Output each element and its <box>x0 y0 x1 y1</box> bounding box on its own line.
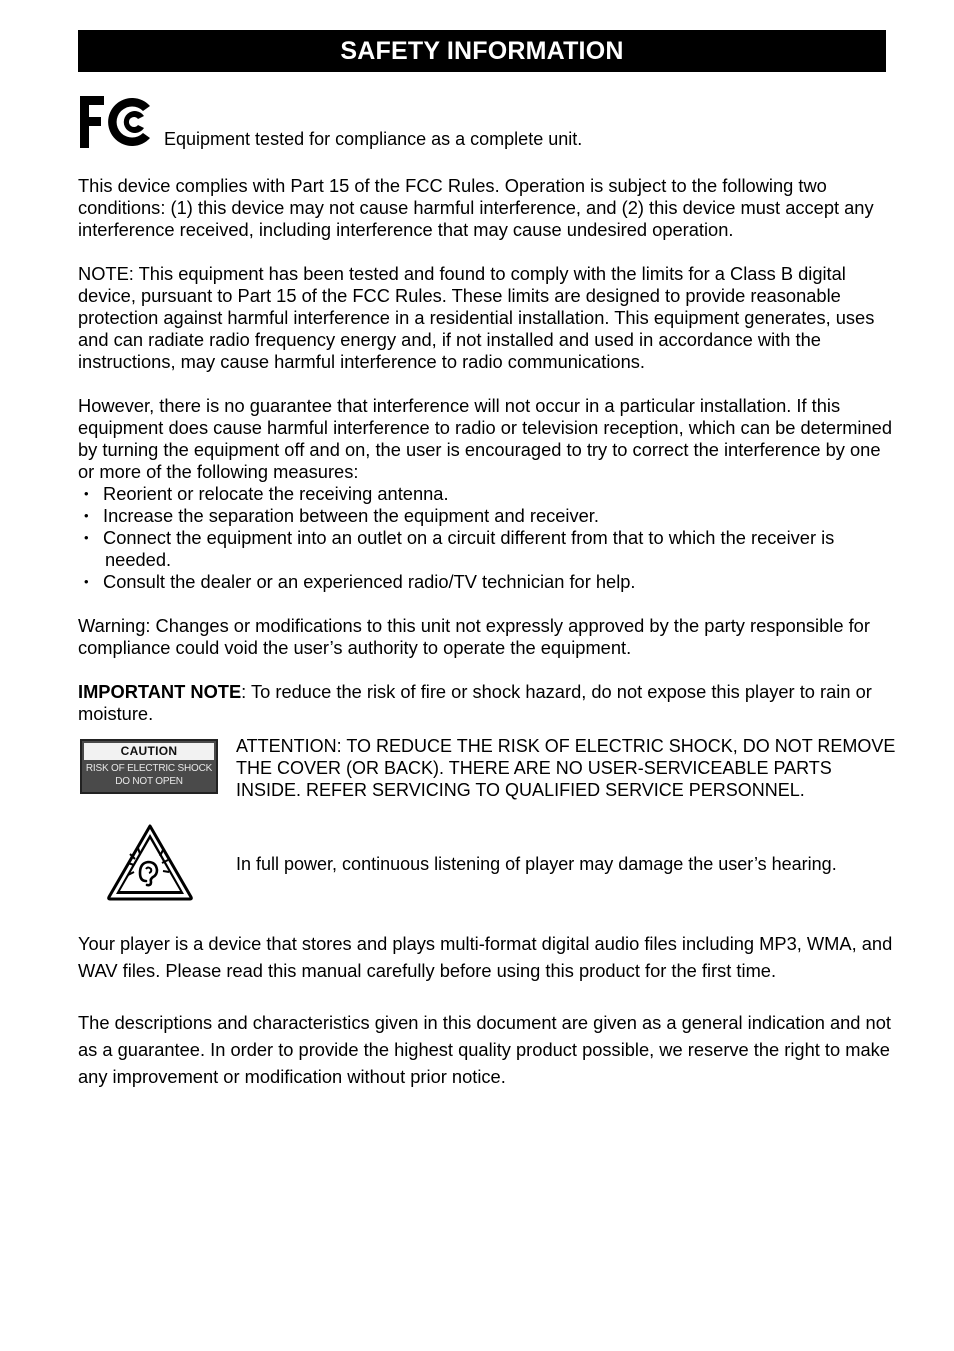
measure-text: Increase the separation between the equipment and receiver. <box>103 505 599 526</box>
important-note-label: IMPORTANT NOTE <box>78 681 242 702</box>
fcc-rules-paragraph: This device complies with Part 15 of the FCC Rules. Operation is subject to the following two conditions: (1) this device may not cause harmful interference, and (2) this device must accept any interference received, including interference that may cause undesired operation. <box>78 175 874 240</box>
fcc-compliance-text: Equipment tested for compliance as a complete unit. <box>164 129 583 149</box>
player-description-paragraph: Your player is a device that stores and plays multi-format digital audio files including MP3, WMA, and WAV files. Please read this manual carefully before using this product for the first time. <box>78 933 893 981</box>
list-item <box>78 505 896 527</box>
important-note-text: : To reduce the risk of fire or shock hazard, do not expose this player to rain or moisture. <box>78 681 872 724</box>
measure-text-continued: needed. <box>105 549 172 570</box>
warning-paragraph: Warning: Changes or modifications to this unit not expressly approved by the party responsible for compliance could void the user’s authority to operate the equipment. <box>78 615 870 658</box>
caution-label-icon <box>80 739 218 794</box>
warning-block <box>78 735 896 905</box>
disclaimer-paragraph: The descriptions and characteristics given in this document are given as a general indication and not as a guarantee. In order to provide the highest quality product possible, we reserve the right to make any improvement or modification without prior notice. <box>78 1012 891 1087</box>
page-title <box>78 30 886 72</box>
list-item <box>78 571 896 593</box>
list-item <box>78 483 896 505</box>
attention-text: ATTENTION: TO REDUCE THE RISK OF ELECTRIC SHOCK, DO NOT REMOVE THE COVER (OR BACK). THERE ARE NO USER-SERVICEABLE PARTS INSIDE. REFER SERVICING TO QUALIFIED SERVICE PERSONNEL. <box>236 736 896 800</box>
caution-line-2: DO NOT OPEN <box>115 776 183 787</box>
hearing-warning-text: In full power, continuous listening of player may damage the user’s hearing. <box>236 854 837 874</box>
bullet: • <box>84 574 89 589</box>
list-item <box>78 527 896 571</box>
hearing-damage-warning-icon <box>106 823 194 901</box>
important-note-paragraph <box>78 681 896 725</box>
guarantee-paragraph: However, there is no guarantee that interference will not occur in a particular installation. If this equipment does cause harmful interference to radio or television reception, which can be determined by turning the equipment off and on, the user is encouraged to try to correct the interference by one or more of the following measures: <box>78 395 892 482</box>
caution-title: CAUTION <box>84 743 214 760</box>
fcc-logo-icon <box>78 94 160 150</box>
measures-list <box>78 483 896 593</box>
bullet: • <box>84 530 89 545</box>
measure-text: Reorient or relocate the receiving antenna. <box>103 483 449 504</box>
safety-page <box>78 30 896 1091</box>
bullet: • <box>84 486 89 501</box>
note-paragraph: NOTE: This equipment has been tested and found to comply with the limits for a Class B digital device, pursuant to Part 15 of the FCC Rules. These limits are designed to provide reasonable protection against harmful interference in a residential installation. This equipment generates, uses and can radiate radio frequency energy and, if not installed and used in accordance with the instructions, may cause harmful interference to radio communications. <box>78 263 875 372</box>
bullet: • <box>84 508 89 523</box>
measure-text: Consult the dealer or an experienced radio/TV technician for help. <box>103 571 636 592</box>
fcc-row <box>78 94 896 150</box>
caution-line-1: RISK OF ELECTRIC SHOCK <box>85 763 213 774</box>
product-description <box>78 905 896 1091</box>
page-title-text: SAFETY INFORMATION <box>340 36 624 65</box>
measure-text: Connect the equipment into an outlet on a circuit different from that to which the receiver is <box>103 527 835 548</box>
